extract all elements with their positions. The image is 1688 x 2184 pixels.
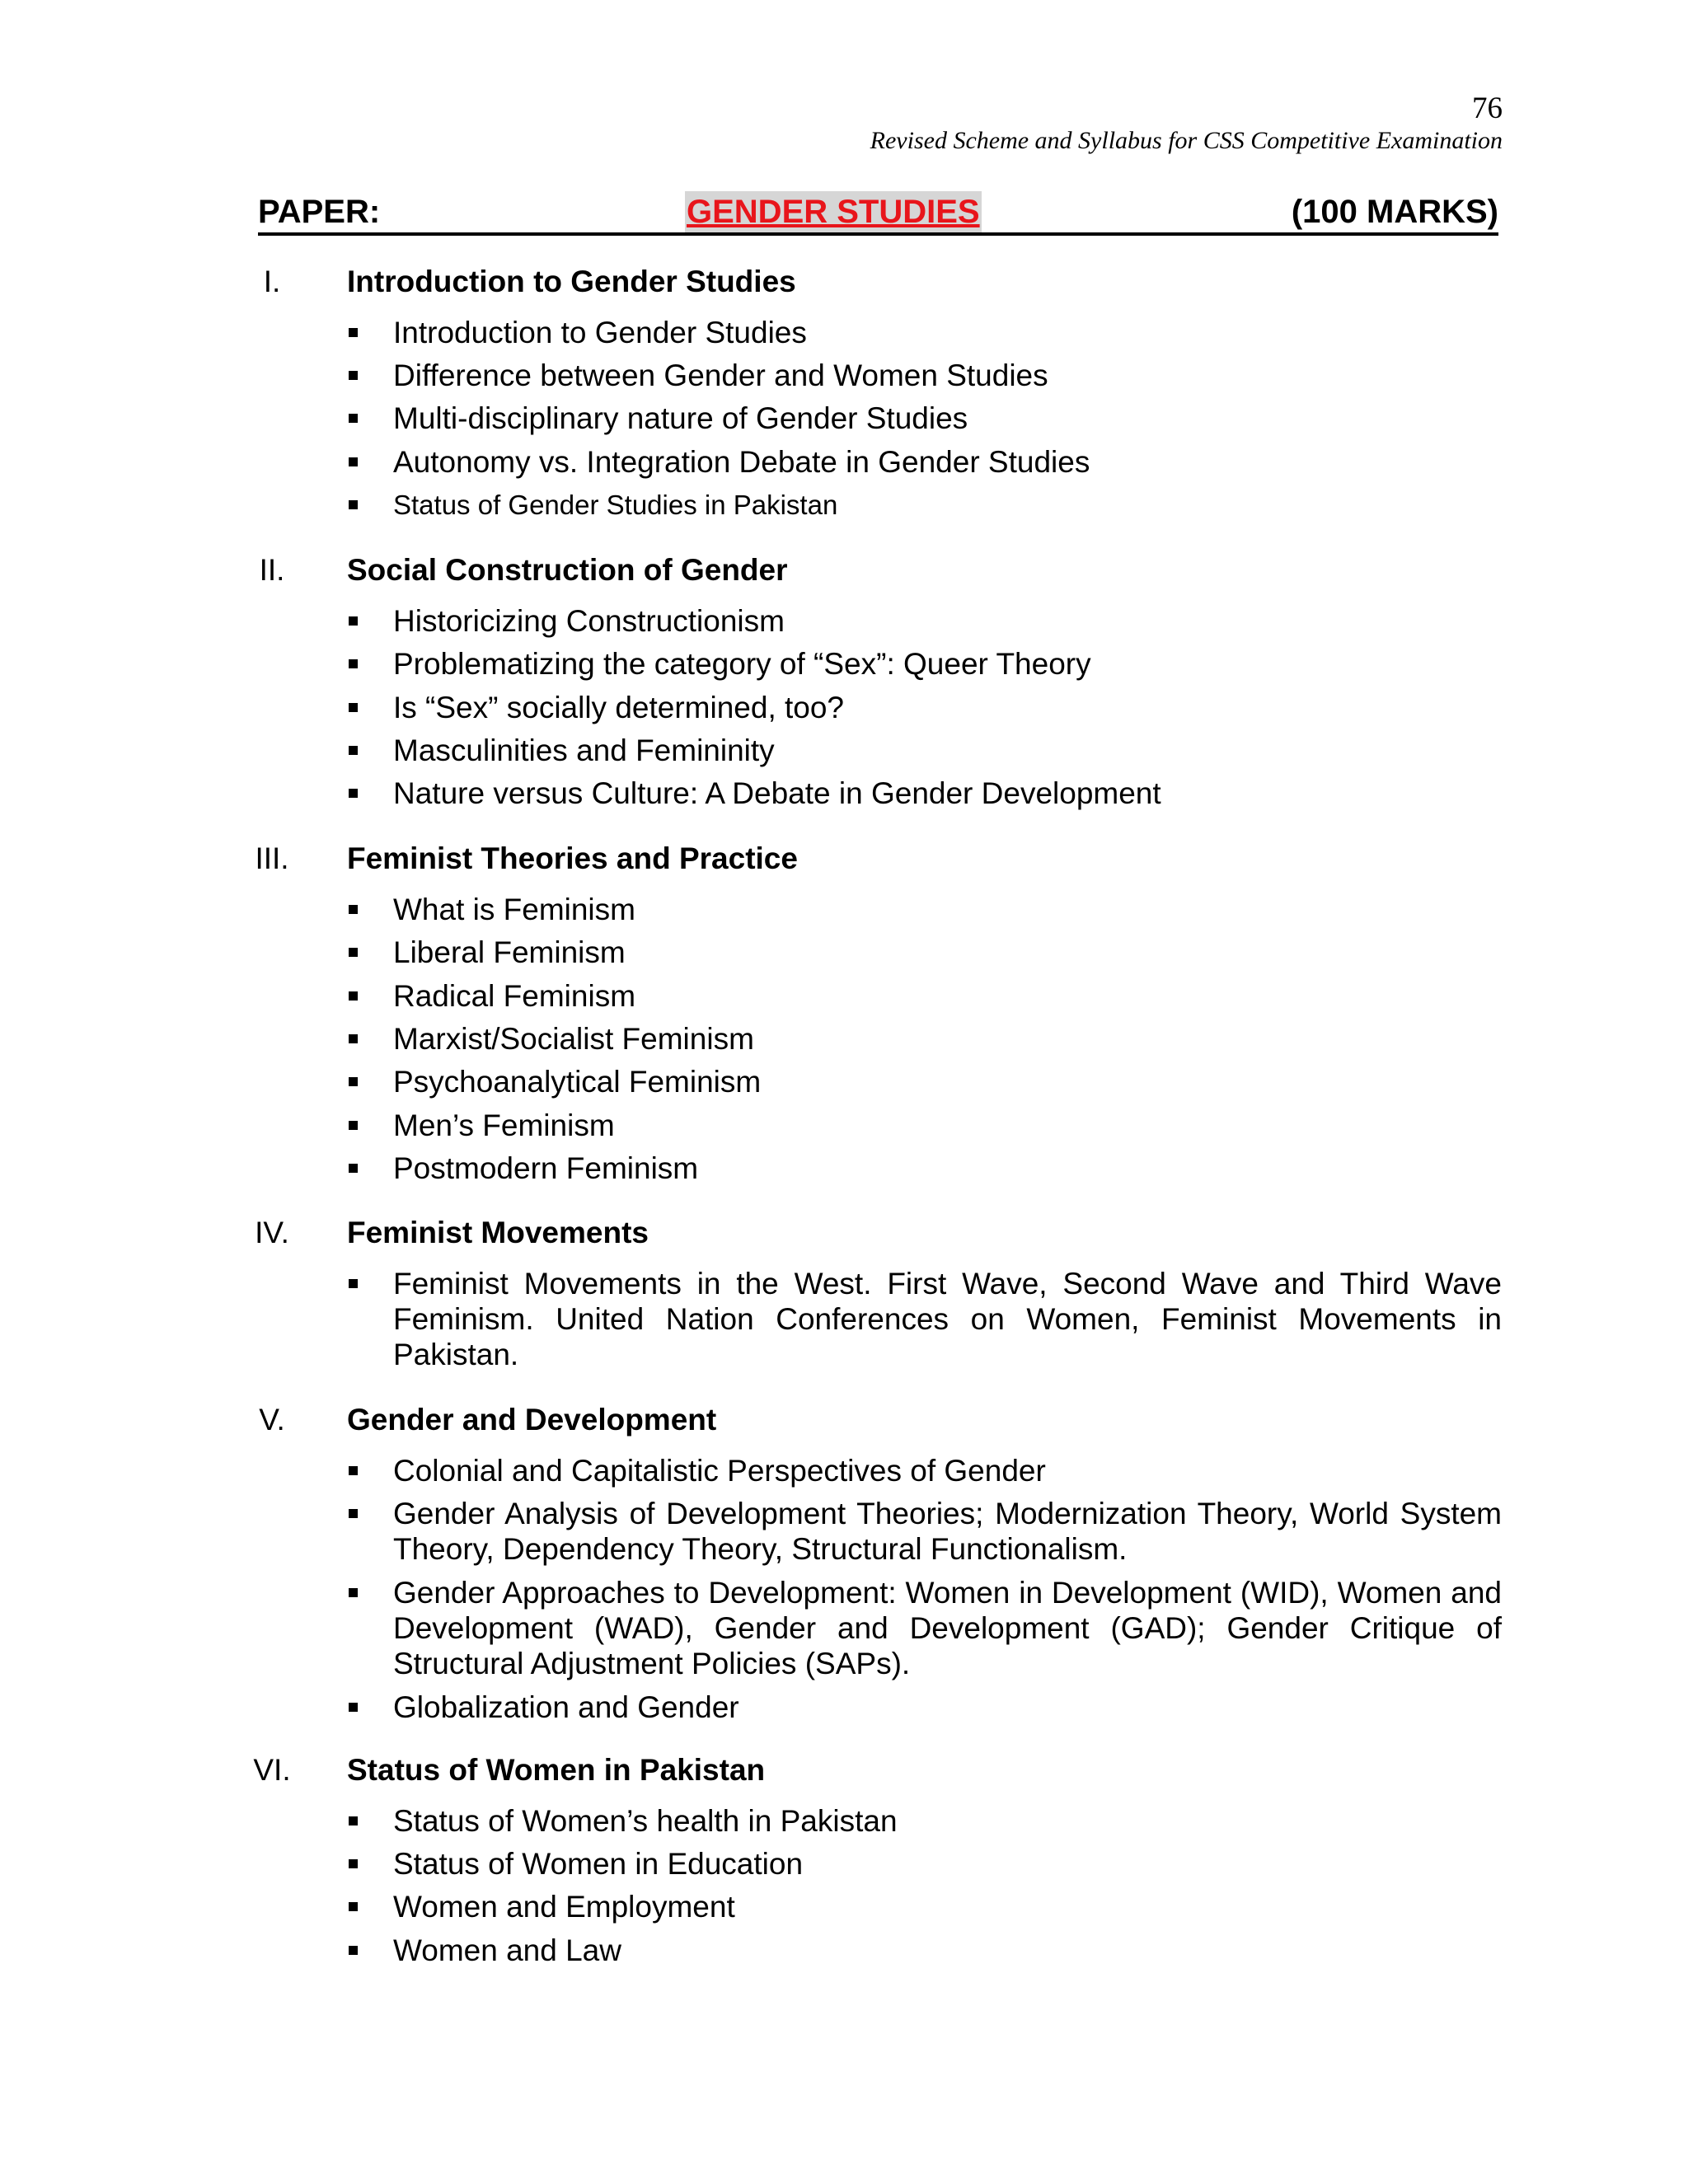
bullet-icon	[349, 1859, 358, 1868]
bullet-icon	[349, 1164, 358, 1173]
bullet-icon	[349, 328, 358, 337]
item-text: Problematizing the category of “Sex”: Queer Theory	[393, 647, 1091, 681]
item-text: Masculinities and Femininity	[393, 733, 775, 767]
section-title: Gender and Development	[347, 1403, 717, 1436]
item-text: Psychoanalytical Feminism	[393, 1065, 762, 1099]
section-numeral: IV.	[255, 1216, 289, 1249]
item-text: Multi-disciplinary nature of Gender Studies	[393, 401, 968, 435]
paper-marks: (100 MARKS)	[1291, 194, 1498, 230]
section-title: Introduction to Gender Studies	[347, 265, 796, 298]
bullet-icon	[349, 1703, 358, 1712]
bullet-icon	[349, 1816, 358, 1825]
bullet-icon	[349, 948, 358, 957]
item-text: Introduction to Gender Studies	[393, 316, 807, 349]
bullet-icon	[349, 659, 358, 668]
item-text: Gender Approaches to Development: Women in Development (WID), Women and Development (WAD), Gender and Development (GAD); Gender Critique of Structural Adjustment Policies (SAPs).	[393, 1576, 1502, 1680]
bullet-icon	[349, 371, 358, 380]
item-text: Nature versus Culture: A Debate in Gender Development	[393, 776, 1161, 810]
item-text: Status of Women’s health in Pakistan	[393, 1804, 898, 1838]
section-numeral: VI.	[253, 1753, 291, 1787]
item-text: What is Feminism	[393, 893, 635, 926]
item-text: Women and Law	[393, 1933, 621, 1967]
item-text: Women and Employment	[393, 1890, 735, 1924]
item-text: Colonial and Capitalistic Perspectives of Gender	[393, 1454, 1046, 1488]
bullet-icon	[349, 991, 358, 1001]
bullet-icon	[349, 1902, 358, 1911]
item-text: Marxist/Socialist Feminism	[393, 1022, 754, 1056]
section-title: Social Construction of Gender	[347, 553, 788, 587]
bullet-icon	[349, 1509, 358, 1518]
section-numeral: II.	[259, 553, 285, 587]
section-title: Feminist Theories and Practice	[347, 841, 798, 875]
paper-subject: GENDER STUDIES	[685, 191, 982, 232]
bullet-icon	[349, 500, 358, 509]
item-text: Gender Analysis of Development Theories; Modernization Theory, World System Theory, Dependency Theory, Structural Functionalism.	[393, 1497, 1502, 1566]
section-title: Feminist Movements	[347, 1216, 649, 1249]
bullet-icon	[349, 1588, 358, 1597]
item-text: Globalization and Gender	[393, 1690, 739, 1724]
item-text: Postmodern Feminism	[393, 1151, 699, 1185]
item-text: Feminist Movements in the West. First Wave, Second Wave and Third Wave Feminism. United Nation Conferences on Women, Feminist Movements in Pakistan.	[393, 1267, 1502, 1371]
item-text: Liberal Feminism	[393, 935, 626, 969]
section-title: Status of Women in Pakistan	[347, 1753, 766, 1787]
item-text: Is “Sex” socially determined, too?	[393, 691, 845, 724]
bullet-icon	[349, 789, 358, 798]
running-header: Revised Scheme and Syllabus for CSS Competitive Examination	[870, 127, 1503, 154]
page-number: 76	[1472, 91, 1503, 125]
section-numeral: I.	[263, 265, 281, 298]
paper-heading	[258, 191, 1498, 236]
item-text: Radical Feminism	[393, 979, 636, 1013]
bullet-icon	[349, 616, 358, 626]
bullet-icon	[349, 1034, 358, 1043]
bullet-icon	[349, 905, 358, 914]
section-numeral: III.	[255, 841, 289, 875]
bullet-icon	[349, 1279, 358, 1288]
bullet-icon	[349, 1946, 358, 1955]
item-text: Historicizing Constructionism	[393, 604, 785, 638]
item-text: Autonomy vs. Integration Debate in Gender Studies	[393, 445, 1090, 479]
item-text: Status of Gender Studies in Pakistan	[393, 490, 838, 520]
bullet-icon	[349, 1077, 358, 1086]
item-text: Men’s Feminism	[393, 1108, 615, 1142]
paper-label: PAPER:	[258, 194, 381, 230]
bullet-icon	[349, 414, 358, 423]
section-numeral: V.	[259, 1403, 285, 1436]
item-text: Difference between Gender and Women Studies	[393, 359, 1048, 392]
bullet-icon	[349, 746, 358, 755]
bullet-icon	[349, 703, 358, 712]
bullet-icon	[349, 457, 358, 466]
bullet-icon	[349, 1466, 358, 1475]
bullet-icon	[349, 1121, 358, 1130]
item-text: Status of Women in Education	[393, 1847, 804, 1881]
